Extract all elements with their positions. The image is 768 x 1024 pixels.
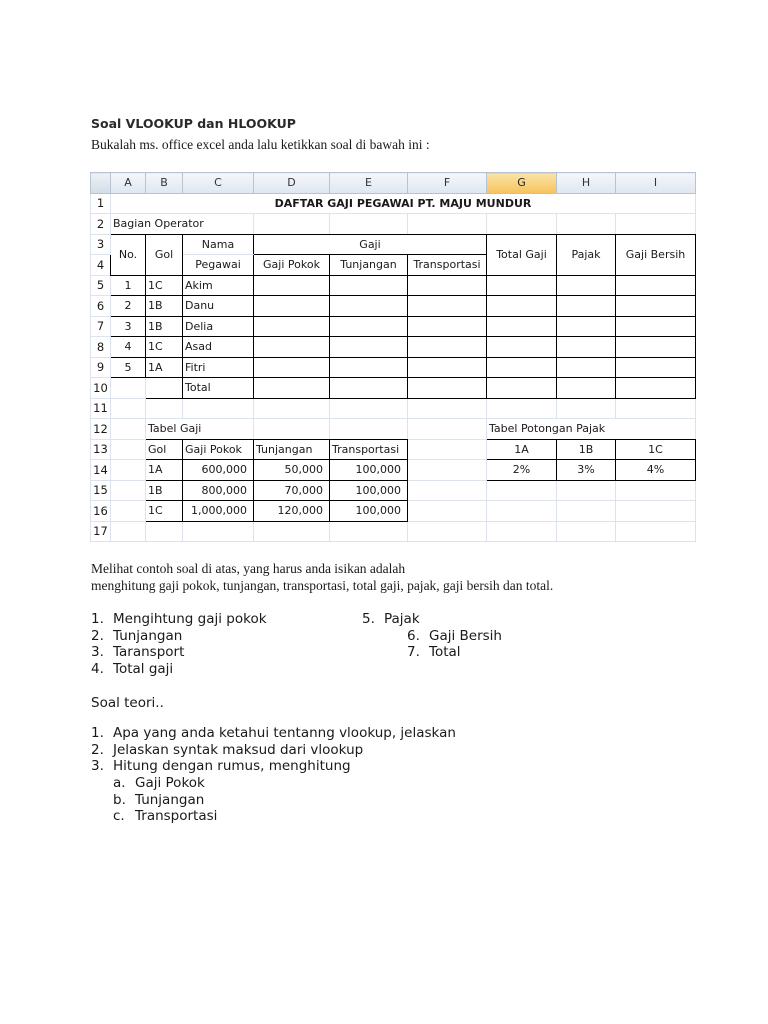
- tabel-gaji-cell: 1C: [146, 501, 183, 522]
- tabel-gaji-cell: 70,000: [254, 480, 330, 501]
- row-number: 5: [91, 275, 111, 296]
- spreadsheet-grid: [90, 172, 696, 542]
- column-header: I: [616, 173, 696, 194]
- list-item: c. Transportasi: [113, 808, 218, 825]
- column-header: C: [183, 173, 254, 194]
- column-header-selected: G: [487, 173, 557, 194]
- pajak-rate: 4%: [616, 460, 696, 481]
- employee-no: 2: [111, 296, 146, 317]
- list-item: 3. Taransport: [91, 644, 185, 661]
- instruction-line: Melihat contoh soal di atas, yang harus anda isikan adalah: [91, 561, 406, 576]
- column-header: E: [330, 173, 408, 194]
- tabel-gaji-header: Transportasi: [330, 439, 408, 460]
- tabel-gaji-cell: 1A: [146, 460, 183, 481]
- pajak-rate: 3%: [557, 460, 616, 481]
- tabel-gaji-cell: 600,000: [183, 460, 254, 481]
- table-main-title: DAFTAR GAJI PEGAWAI PT. MAJU MUNDUR: [111, 193, 696, 214]
- employee-gol: 1A: [146, 357, 183, 378]
- instruction-line: menghitung gaji pokok, tunjangan, transportasi, total gaji, pajak, gaji bersih dan total.: [91, 578, 554, 593]
- tabel-gaji-cell: 100,000: [330, 501, 408, 522]
- tabel-gaji-cell: 50,000: [254, 460, 330, 481]
- tabel-gaji-header: Tunjangan: [254, 439, 330, 460]
- employee-gol: 1B: [146, 296, 183, 317]
- list-item: 1. Apa yang anda ketahui tentanng vlookup, jelaskan: [91, 725, 456, 741]
- row-number: 15: [91, 480, 111, 501]
- teori-list: [91, 725, 456, 775]
- list-item: 1. Mengihtung gaji pokok: [91, 611, 267, 627]
- header-gol: Gol: [146, 234, 183, 275]
- pajak-gol: 1B: [557, 439, 616, 460]
- pajak-gol: 1C: [616, 439, 696, 460]
- row-number: 12: [91, 419, 111, 440]
- column-header: D: [254, 173, 330, 194]
- employee-name: Fitri: [183, 357, 254, 378]
- header-total-gaji: Total Gaji: [487, 234, 557, 275]
- list-item: 5. Pajak: [362, 611, 420, 627]
- spreadsheet-image: [90, 172, 704, 539]
- tabel-gaji-cell: 100,000: [330, 460, 408, 481]
- tabel-gaji-cell: 1B: [146, 480, 183, 501]
- column-header: H: [557, 173, 616, 194]
- employee-no: 1: [111, 275, 146, 296]
- column-header: F: [408, 173, 487, 194]
- tabel-gaji-cell: 100,000: [330, 480, 408, 501]
- list-item: 6. Gaji Bersih: [407, 627, 502, 644]
- header-gaji-bersih: Gaji Bersih: [616, 234, 696, 275]
- document-title: Soal VLOOKUP dan HLOOKUP: [91, 116, 296, 131]
- employee-no: 4: [111, 337, 146, 358]
- employee-name: Akim: [183, 275, 254, 296]
- employee-gol: 1C: [146, 337, 183, 358]
- employee-no: 5: [111, 357, 146, 378]
- list-item: 2. Jelaskan syntak maksud dari vlookup: [91, 741, 364, 758]
- row-number: 3: [91, 234, 111, 255]
- list-item: 4. Total gaji: [91, 660, 174, 677]
- tabel-pajak-label: Tabel Potongan Pajak: [487, 419, 696, 440]
- section-label: Bagian Operator: [111, 214, 254, 235]
- row-number: 6: [91, 296, 111, 317]
- tabel-gaji-header: Gaji Pokok: [183, 439, 254, 460]
- row-number: 10: [91, 378, 111, 399]
- pajak-rate: 2%: [487, 460, 557, 481]
- pajak-gol: 1A: [487, 439, 557, 460]
- select-all-corner: [91, 173, 111, 194]
- row-number: 4: [91, 255, 111, 276]
- teori-heading: Soal teori..: [91, 695, 164, 711]
- employee-gol: 1B: [146, 316, 183, 337]
- header-pajak: Pajak: [557, 234, 616, 275]
- row-number: 9: [91, 357, 111, 378]
- row-number: 16: [91, 501, 111, 522]
- row-number: 7: [91, 316, 111, 337]
- employee-no: 3: [111, 316, 146, 337]
- column-header: B: [146, 173, 183, 194]
- total-label: Total: [183, 378, 254, 399]
- header-gaji: Gaji: [254, 234, 487, 255]
- tabel-gaji-cell: 1,000,000: [183, 501, 254, 522]
- tabel-gaji-cell: 800,000: [183, 480, 254, 501]
- header-no: No.: [111, 234, 146, 275]
- tabel-gaji-header: Gol: [146, 439, 183, 460]
- list-item: 7. Total: [407, 644, 461, 661]
- employee-name: Delia: [183, 316, 254, 337]
- list-item: 2. Tunjangan: [91, 627, 183, 644]
- row-number: 17: [91, 521, 111, 542]
- row-number: 11: [91, 398, 111, 419]
- teori-sublist: [113, 775, 217, 825]
- list-item: a. Gaji Pokok: [113, 775, 205, 791]
- employee-gol: 1C: [146, 275, 183, 296]
- row-number: 2: [91, 214, 111, 235]
- row-number: 1: [91, 193, 111, 214]
- intro-text: Bukalah ms. office excel anda lalu ketikkan soal di bawah ini :: [91, 137, 430, 152]
- header-nama-line1: Nama: [183, 234, 254, 255]
- tabel-gaji-cell: 120,000: [254, 501, 330, 522]
- task-list-right: [362, 611, 502, 661]
- employee-name: Asad: [183, 337, 254, 358]
- row-number: 13: [91, 439, 111, 460]
- employee-name: Danu: [183, 296, 254, 317]
- row-number: 14: [91, 460, 111, 481]
- header-nama-line2: Pegawai: [183, 255, 254, 276]
- instruction-paragraph: [91, 560, 553, 594]
- task-list-left: [91, 611, 267, 677]
- header-gaji-pokok: Gaji Pokok: [254, 255, 330, 276]
- tabel-gaji-label: Tabel Gaji: [146, 419, 254, 440]
- header-transportasi: Transportasi: [408, 255, 487, 276]
- list-item: b. Tunjangan: [113, 791, 205, 808]
- list-item: 3. Hitung dengan rumus, menghitung: [91, 758, 351, 775]
- header-tunjangan: Tunjangan: [330, 255, 408, 276]
- row-number: 8: [91, 337, 111, 358]
- column-header: A: [111, 173, 146, 194]
